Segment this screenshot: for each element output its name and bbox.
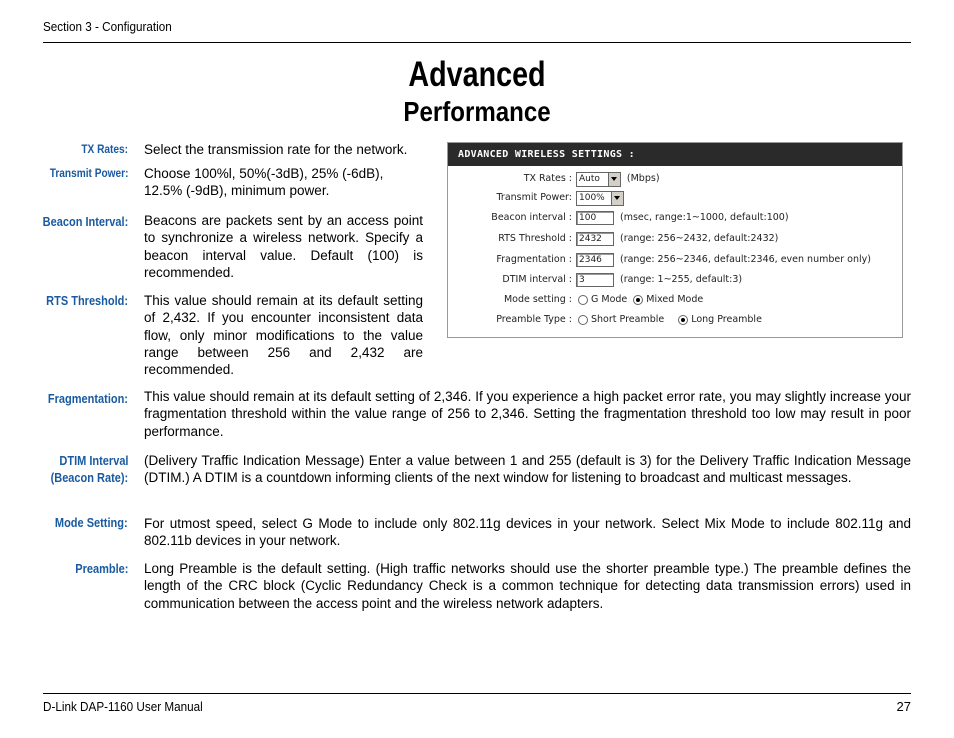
transmit-power-label: Transmit Power:	[496, 192, 572, 203]
dtim-interval-hint: (range: 1~255, default:3)	[620, 274, 743, 285]
row-fragmentation	[448, 251, 902, 269]
header-rule	[43, 42, 911, 43]
tx-rates-hint: (Mbps)	[626, 173, 660, 184]
term-preamble: Preamble:	[74, 562, 128, 576]
short-preamble-label: Short Preamble	[591, 314, 665, 325]
mode-setting-label: Mode setting :	[503, 294, 572, 305]
mixed-mode-label: Mixed Mode	[646, 294, 704, 305]
term-rts-threshold: RTS Threshold:	[46, 294, 128, 308]
row-transmit-power	[448, 189, 902, 207]
row-beacon-interval	[448, 209, 902, 227]
tx-rates-value: Auto	[579, 174, 600, 184]
fragmentation-label: Fragmentation :	[496, 254, 572, 265]
g-mode-radio[interactable]	[578, 295, 588, 305]
beacon-interval-input[interactable]: 100	[576, 211, 614, 225]
footer-rule	[43, 693, 911, 694]
beacon-interval-label: Beacon interval :	[491, 212, 572, 223]
term-transmit-power: Transmit Power:	[49, 168, 128, 180]
panel-title: ADVANCED WIRELESS SETTINGS :	[448, 143, 902, 166]
desc-beacon-interval: Beacons are packets sent by an access point to synchronize a wireless network. Specify a beacon interval value. Default (100) is recommended.	[144, 213, 423, 280]
dtim-interval-input[interactable]: 3	[576, 273, 614, 287]
term-tx-rates: TX Rates:	[81, 144, 128, 156]
g-mode-label: G Mode	[591, 294, 628, 305]
rts-threshold-hint: (range: 256~2432, default:2432)	[620, 233, 779, 244]
term-fragmentation: Fragmentation:	[47, 392, 128, 406]
row-rts-threshold	[448, 230, 902, 248]
preamble-type-label: Preamble Type :	[496, 314, 572, 325]
rts-threshold-label: RTS Threshold :	[498, 233, 572, 244]
row-tx-rates	[448, 170, 902, 188]
term-beacon-interval: Beacon Interval:	[42, 215, 128, 229]
row-preamble-type	[448, 311, 902, 329]
term-dtim-interval: DTIM Interval	[58, 454, 128, 468]
desc-dtim-interval: (Delivery Traffic Indication Message) Enter a value between 1 and 255 (default is 3) for the Delivery Traffic Indication Message (DTIM.) A DTIM is a countdown informing clients of the next window for listening to broadcast and multicast messages.	[144, 453, 911, 486]
footer-manual-name: D-Link DAP-1160 User Manual	[43, 699, 203, 714]
desc-mode-setting: For utmost speed, select G Mode to include only 802.11g devices in your network. Select Mix Mode to include 802.11g and 802.11b devices in your network.	[144, 516, 911, 549]
section-header: Section 3 - Configuration	[43, 19, 172, 34]
desc-tx-rates: Select the transmission rate for the network.	[144, 142, 408, 157]
term-beacon-rate: (Beacon Rate):	[50, 471, 128, 485]
long-preamble-radio[interactable]	[678, 315, 688, 325]
transmit-power-select[interactable]	[576, 191, 624, 206]
desc-preamble: Long Preamble is the default setting. (High traffic networks should use the shorter preamble type.) The preamble defines the length of the CRC block (Cyclic Redundancy Check is a common technique for detecting data transmission errors) used in communication between the access point and the wireless network adapters.	[144, 561, 911, 611]
fragmentation-input[interactable]: 2346	[576, 253, 614, 267]
tx-rates-select[interactable]	[576, 172, 621, 187]
short-preamble-radio[interactable]	[578, 315, 588, 325]
advanced-wireless-settings-panel	[447, 142, 903, 338]
desc-transmit-power: Choose 100%l, 50%(-3dB), 25% (-6dB), 12.5% (-9dB), minimum power.	[144, 166, 384, 199]
dtim-interval-label: DTIM interval :	[502, 274, 572, 285]
desc-fragmentation: This value should remain at its default setting of 2,346. If you experience a high packet error rate, you may slightly increase your fragmentation threshold within the value range of 256 to 2,346. Setting the fragmentation threshold too low may result in poor performance.	[144, 389, 911, 439]
page-number: 27	[896, 699, 911, 714]
page-title: Advanced	[408, 55, 546, 94]
term-mode-setting: Mode Setting:	[55, 516, 128, 530]
row-mode-setting	[448, 291, 902, 309]
mixed-mode-radio[interactable]	[633, 295, 643, 305]
rts-threshold-input[interactable]: 2432	[576, 232, 614, 246]
page-subtitle: Performance	[403, 96, 551, 127]
chevron-down-icon	[608, 173, 620, 186]
chevron-down-icon	[611, 192, 623, 205]
beacon-interval-hint: (msec, range:1~1000, default:100)	[620, 212, 789, 223]
tx-rates-label: TX Rates :	[523, 173, 572, 184]
row-dtim-interval	[448, 271, 902, 289]
desc-rts-threshold: This value should remain at its default setting of 2,432. If you encounter inconsistent data flow, only minor modifications to the value range between 256 and 2,432 are recommended.	[144, 293, 423, 378]
long-preamble-label: Long Preamble	[691, 314, 762, 325]
transmit-power-value: 100%	[579, 193, 605, 203]
fragmentation-hint: (range: 256~2346, default:2346, even number only)	[620, 254, 871, 265]
